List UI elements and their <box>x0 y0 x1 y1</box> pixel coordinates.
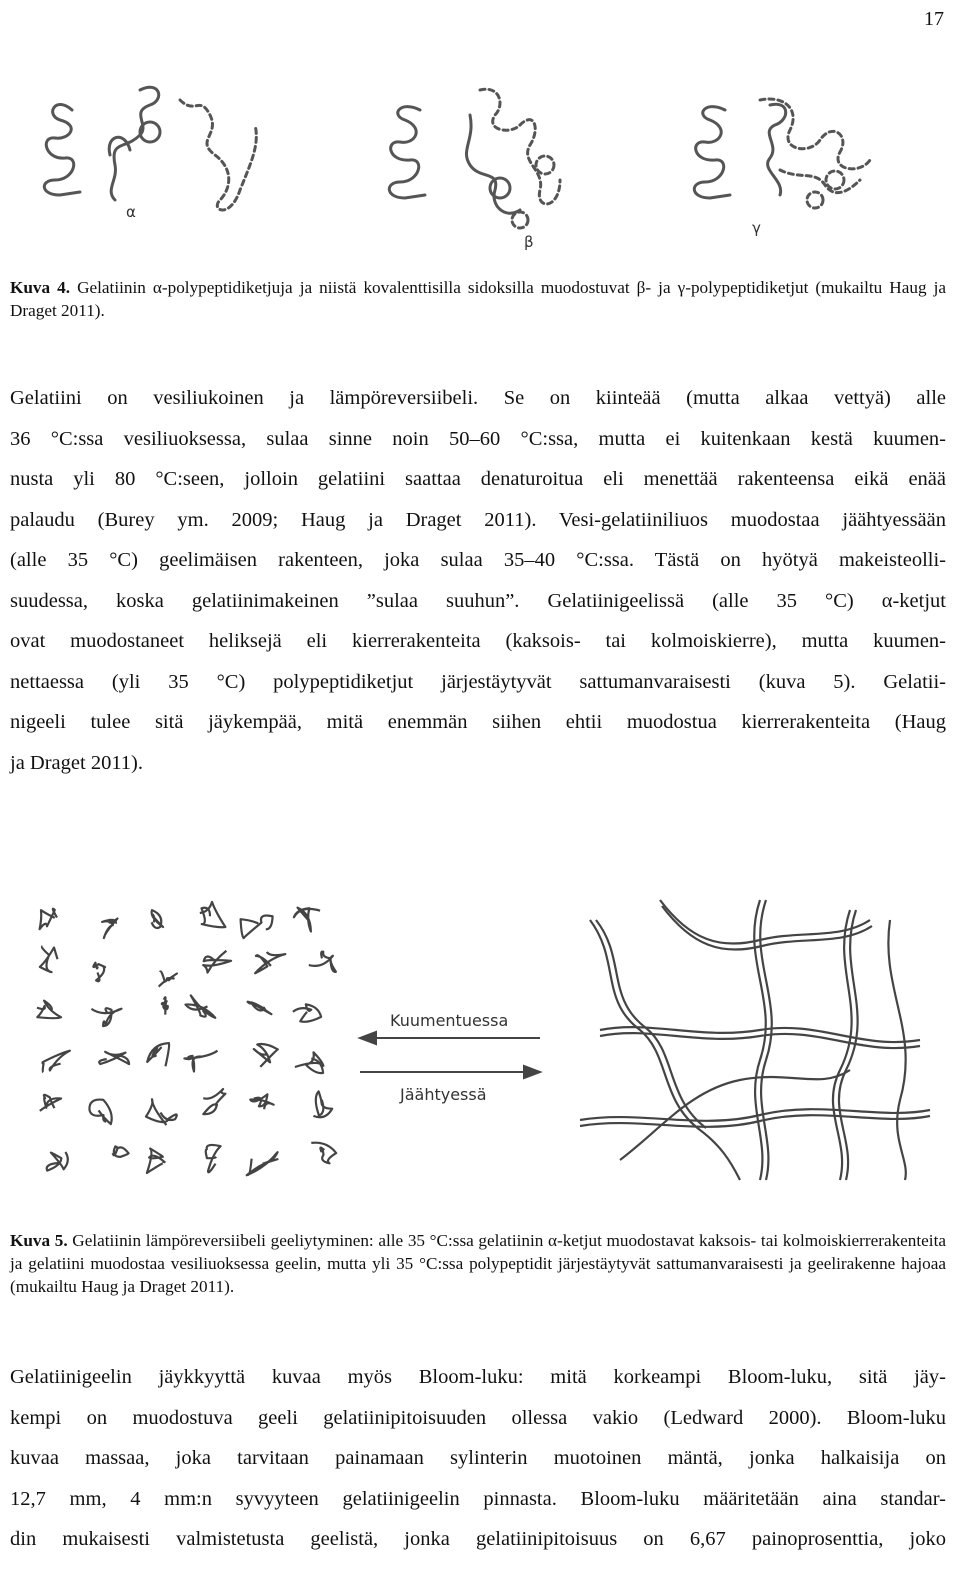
random-coil <box>147 1149 165 1174</box>
alpha-solid-chain <box>44 105 80 195</box>
figure-5-caption-text: Gelatiinin lämpöreversiibeli geeliytyminen: alle 35 °C:ssa gelatiinin α-ketjut muodostavat kaksois- tai kolmoiskierrerakenteita ja gelatiini muodostaa vesiliuoksessa geelin, mutta yli 35 °C:ssa polypeptidit järjestäytyvät sattumanvaraisesti ja geelirakenne hajoaa (mukailtu Haug ja Draget 2011). <box>10 1231 946 1296</box>
figure-5-illustration <box>0 880 960 1190</box>
figure-5-caption-label: Kuva 5. <box>10 1231 68 1250</box>
random-coil <box>37 1001 61 1019</box>
paragraph-line: 12,7 mm, 4 mm:n syvyyteen gelatiinigeelin pinnasta. Bloom-luku määritetään aina standar- <box>10 1487 946 1510</box>
random-coil <box>309 952 336 972</box>
paragraph-line: (alle 35 °C) geelimäisen rakenteen, joka sulaa 35–40 °C:ssa. Tästä on hyötyä makeisteolli- <box>10 549 946 571</box>
random-coil <box>200 902 226 927</box>
arrow-heating-label: Kuumentuessa <box>390 1011 509 1030</box>
helix-network <box>580 900 930 1180</box>
random-coil <box>293 1004 321 1022</box>
paragraph-1 <box>10 378 946 783</box>
random-coil <box>248 1002 272 1015</box>
random-coil <box>147 1043 169 1066</box>
random-coil <box>186 995 216 1017</box>
random-coil <box>99 1052 129 1064</box>
alpha-label: α <box>126 203 136 221</box>
random-coil <box>146 1099 177 1125</box>
random-coil <box>250 1094 273 1109</box>
figure-4-illustration <box>0 70 960 260</box>
paragraph-line: nettaessa (yli 35 °C) polypeptidiketjut järjestäytyvät sattumanvaraisesti (kuva 5). Gelatii- <box>10 670 946 693</box>
gamma-label: γ <box>752 219 761 237</box>
random-coil <box>241 916 273 939</box>
alpha-dashed-chain <box>180 100 256 210</box>
random-coil <box>313 1091 332 1117</box>
paragraph-line: palaudu (Burey ym. 2009; Haug ja Draget 2011). Vesi-gelatiiniliuos muodostaa jäähtyessään <box>10 508 946 531</box>
random-coil <box>89 1100 111 1125</box>
paragraph-line: suudessa, koska gelatiinimakeinen ”sulaa suuhun”. Gelatiinigeelissä (alle 35 °C) α-ketjut <box>10 589 946 612</box>
random-coil <box>255 952 285 973</box>
beta-dashed-chain <box>480 89 560 204</box>
paragraph-line: Gelatiini on vesiliukoinen ja lämpöreversiibeli. Se on kiinteää (mutta alkaa vettyä) alle <box>10 387 946 409</box>
figure-4-caption-label: Kuva 4. <box>10 278 71 297</box>
random-coil <box>47 1152 68 1171</box>
random-coil <box>40 1095 61 1111</box>
gamma-solid-chain <box>694 107 730 198</box>
random-coil <box>152 910 164 928</box>
random-coil <box>42 1051 69 1073</box>
random-coil <box>40 946 58 972</box>
paragraph-line: 36 °C:ssa vesiliuoksessa, sulaa sinne noin 50–60 °C:ssa, mutta ei kuitenkaan kestä kuumen- <box>10 427 946 450</box>
page-number: 17 <box>924 8 944 30</box>
random-coil <box>294 908 320 932</box>
random-coil <box>91 1008 121 1026</box>
random-coil <box>40 909 57 929</box>
random-coil <box>162 997 168 1014</box>
paragraph-2 <box>10 1357 946 1560</box>
random-coil <box>93 963 105 982</box>
beta-solid-chain <box>389 107 425 198</box>
random-coil <box>254 1044 278 1067</box>
paragraph-line: din mukaisesti valmistetusta geelistä, jonka gelatiinipitoisuus on 6,67 painoprosenttia, joko <box>10 1528 946 1550</box>
arrow-cooling-label: Jäähtyessä <box>400 1085 487 1104</box>
random-coil <box>247 1152 278 1175</box>
paragraph-line: ovat muodostaneet heliksejä eli kierrerakenteita (kaksois- tai kolmoiskierre), mutta kuumen- <box>10 630 946 652</box>
beta-label: β <box>524 233 534 251</box>
random-coil <box>102 919 117 939</box>
figure-4-caption <box>10 276 946 322</box>
paragraph-line: nigeeli tulee sitä jäykempää, mitä enemmän siihen ehtii muodostua kierrerakenteita (Haug <box>10 711 946 733</box>
figure-5-caption <box>10 1229 946 1298</box>
random-coil <box>203 951 231 973</box>
figure-4-caption-text: Gelatiinin α-polypeptidiketjuja ja niistä kovalenttisilla sidoksilla muodostuvat β- ja γ-polypeptidiketjut (mukailtu Haug ja Draget 2011). <box>10 278 946 320</box>
paragraph-line: ja Draget 2011). <box>10 751 144 774</box>
random-coil <box>203 1089 225 1114</box>
random-coil <box>159 971 177 986</box>
paragraph-line: nusta yli 80 °C:seen, jolloin gelatiini saattaa denaturoitua eli menettää rakenteensa eikä enää <box>10 468 946 490</box>
random-coil <box>295 1052 324 1073</box>
random-coil <box>113 1146 129 1157</box>
random-coil <box>184 1051 217 1072</box>
paragraph-line: kempi on muodostuva geeli gelatiinipitoisuuden ollessa vakio (Ledward 2000). Bloom-luku <box>10 1406 946 1429</box>
paragraph-line: kuvaa massaa, joka tarvitaan painamaan sylinterin muotoinen mäntä, jonka halkaisija on <box>10 1447 946 1469</box>
gamma-dashed-chain <box>760 99 870 169</box>
random-coil <box>311 1143 336 1164</box>
paragraph-line: Gelatiinigeelin jäykkyyttä kuvaa myös Bloom-luku: mitä korkeampi Bloom-luku, sitä jäy- <box>10 1366 946 1388</box>
random-coils <box>37 902 336 1175</box>
random-coil <box>206 1145 221 1172</box>
